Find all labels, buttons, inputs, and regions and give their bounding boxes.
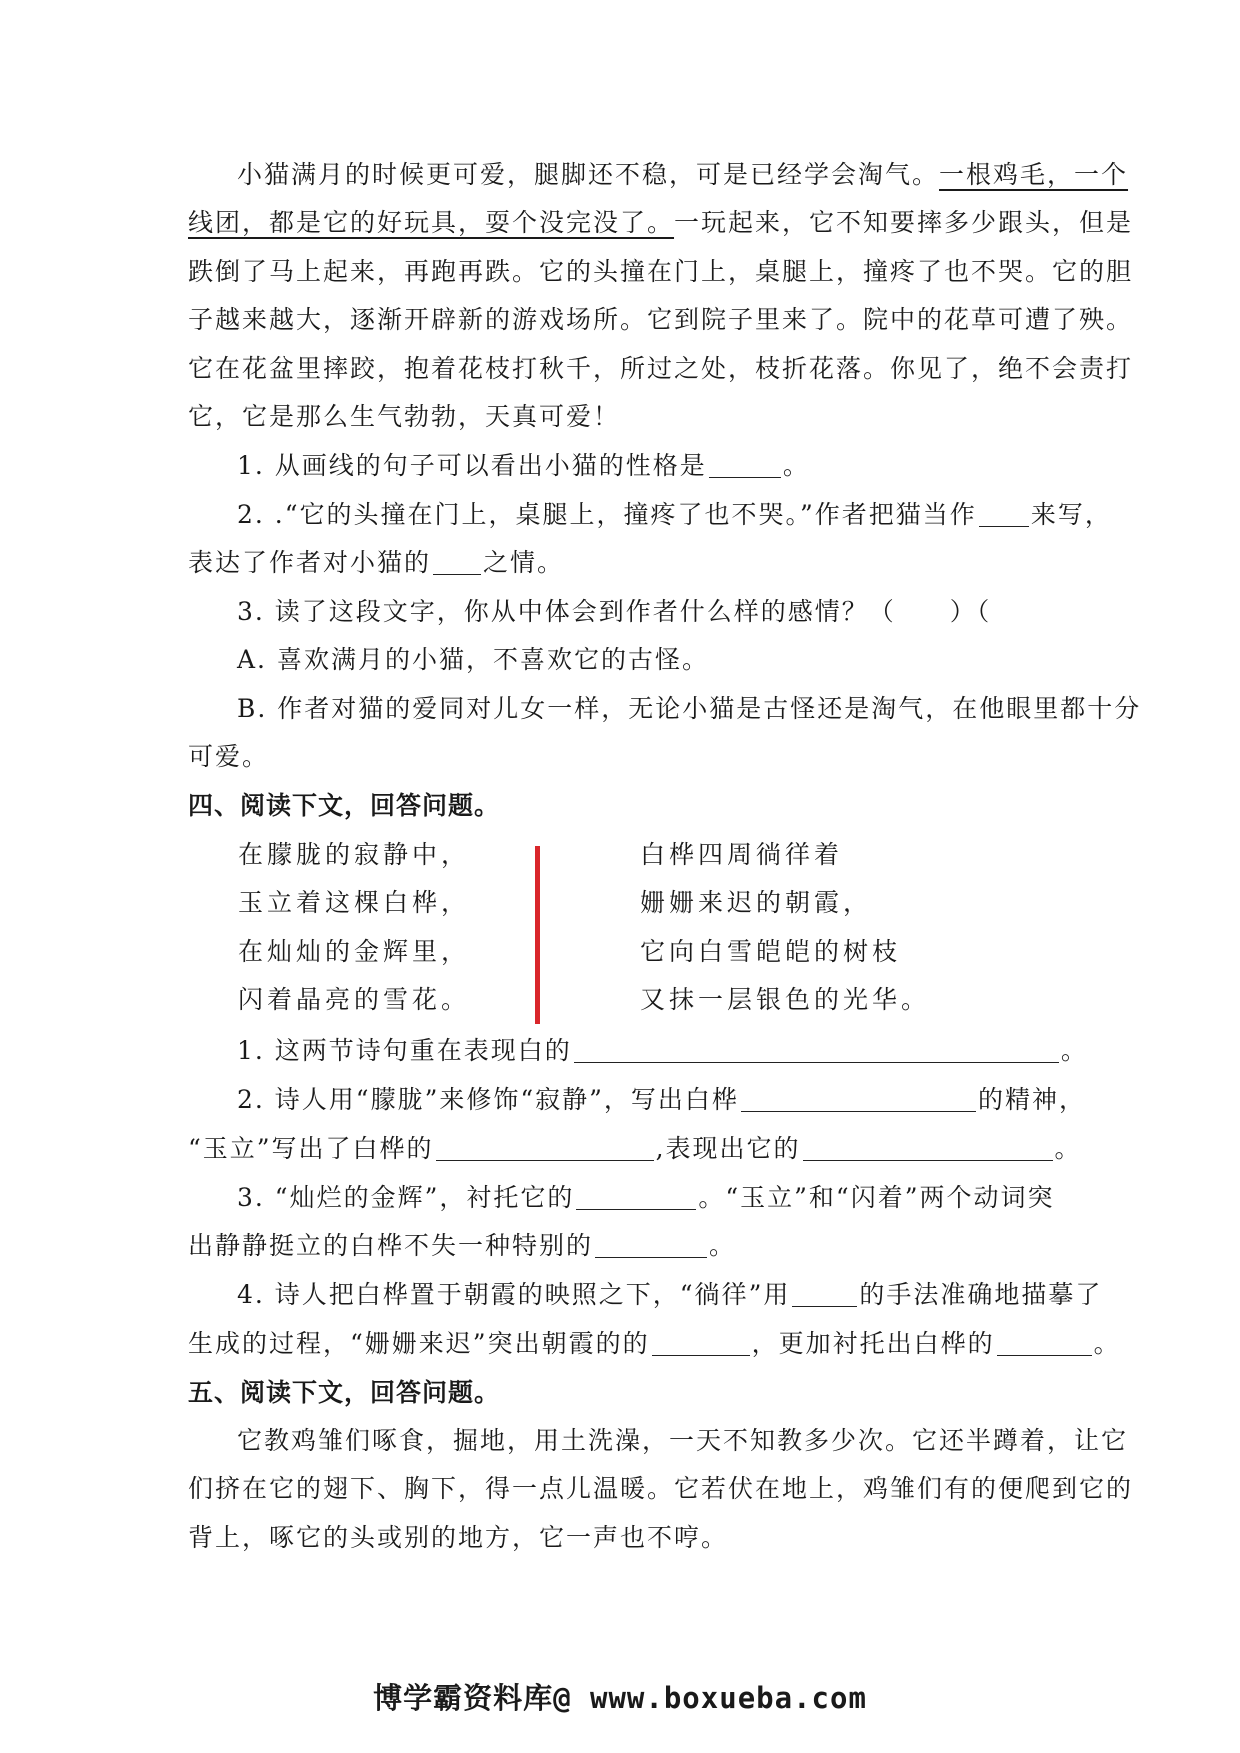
answer-blank[interactable] [741,1085,976,1112]
section5-line3: 背上，啄它的头或别的地方，它一声也不哼。 [188,1523,729,1552]
passage1-line2 [188,206,1134,240]
section4-heading: 四、阅读下文，回答问题。 [188,791,501,820]
answer-blank[interactable] [792,1280,857,1307]
question-text: 。 [782,451,810,480]
question-text: ,表现出它的 [655,1134,801,1163]
answer-blank[interactable] [436,1134,654,1161]
section4-question-2-cont [188,1132,1082,1166]
passage1-line5: 它在花盆里摔跤，抱着花枝打秋千，所过之处，枝折花落。你见了，绝不会责打 [188,354,1134,383]
underlined-sentence: 一根鸡毛，一个 [939,160,1129,189]
question-text: 1. 从画线的句子可以看出小猫的性格是 [237,451,707,480]
section4-question-4 [237,1278,1103,1312]
question-2 [237,498,1112,532]
passage1-text: 一玩起来，它不知要摔多少跟头，但是 [674,208,1134,237]
question-text: 的精神， [977,1085,1086,1114]
question-text: 。“玉立”和“闪着”两个动词突 [698,1183,1055,1212]
answer-blank[interactable] [652,1329,750,1356]
section4-question-2 [237,1083,1086,1117]
answer-blank[interactable] [595,1231,707,1258]
question-text: 。 [709,1231,737,1260]
section4-question-3-cont [188,1229,1054,1263]
section5-line2: 们挤在它的翅下、胸下，得一点儿温暖。它若伏在地上，鸡雏们有的便爬到它的 [188,1474,1134,1503]
poem-left-line-1: 在朦胧的寂静中， [238,840,471,869]
option-b-cont: 可爱。 [188,742,270,771]
question-text: 1. 这两节诗句重在表现白的 [237,1036,572,1065]
question-text: 。 [1054,1134,1082,1163]
question-2-cont [188,546,1054,580]
answer-blank[interactable] [997,1329,1092,1356]
poem-divider [535,846,540,1024]
answer-blank[interactable] [979,500,1029,527]
question-text: 。 [1093,1329,1121,1358]
answer-blank[interactable] [709,451,781,478]
section5-line1: 它教鸡雏们啄食，掘地，用土洗澡，一天不知教多少次。它还半蹲着，让它 [237,1426,1129,1455]
question-text: 2. 诗人用“朦胧”来修饰“寂静”，写出白桦 [237,1085,739,1114]
passage1-text: 小猫满月的时候更可爱，腿脚还不稳，可是已经学会淘气。 [237,160,940,189]
question-text: 出静静挺立的白桦不失一种特别的 [188,1231,594,1260]
question-text: 生成的过程，“姗姗来迟”突出朝霞的的 [188,1329,650,1358]
section5-heading: 五、阅读下文，回答问题。 [188,1378,501,1407]
answer-blank[interactable] [433,548,481,575]
poem-left-line-2: 玉立着这棵白桦， [238,888,471,917]
answer-blank[interactable] [574,1036,1059,1063]
question-3: 3. 读了这段文字，你从中体会到作者什么样的感情？（ ）（ [237,597,992,626]
answer-blank[interactable] [576,1183,696,1210]
section4-question-1 [237,1034,1088,1068]
passage1-line1 [237,158,1129,192]
question-text: 表达了作者对小猫的 [188,548,432,577]
question-text: 来写， [1030,500,1112,529]
footer-watermark: 博学霸资料库@ www.boxueba.com [373,1681,867,1715]
poem-left-line-4: 闪着晶亮的雪花。 [238,985,471,1014]
question-text: 的手法准确地描摹了 [859,1280,1103,1309]
question-text: 2. .“它的头撞在门上，桌腿上，撞疼了也不哭。”作者把猫当作 [237,500,977,529]
poem-right-line-4: 又抹一层银色的光华。 [640,985,931,1014]
poem-right-line-3: 它向白雪皑皑的树枝 [640,937,902,966]
option-b: B. 作者对猫的爱同对儿女一样，无论小猫是古怪还是淘气，在他眼里都十分 [237,694,1142,723]
question-text: 。 [1060,1036,1088,1065]
question-text: “玉立”写出了白桦的 [188,1134,434,1163]
question-text: 之情。 [483,548,565,577]
passage1-line4: 子越来越大，逐渐开辟新的游戏场所。它到院子里来了。院中的花草可遭了殃。 [188,305,1134,334]
question-1 [237,449,1054,483]
question-text: 4. 诗人把白桦置于朝霞的映照之下，“徜徉”用 [237,1280,791,1309]
poem-right-line-1: 白桦四周徜徉着 [640,840,844,869]
question-text: 3. “灿烂的金辉”，衬托它的 [237,1183,575,1212]
question-text: ，更加衬托出白桦的 [751,1329,995,1358]
option-a: A. 喜欢满月的小猫，不喜欢它的古怪。 [237,645,709,674]
poem-right-line-2: 姗姗来迟的朝霞， [640,888,873,917]
underlined-sentence: 线团，都是它的好玩具，耍个没完没了。 [188,208,675,237]
passage1-line3: 跌倒了马上起来，再跑再跌。它的头撞在门上，桌腿上，撞疼了也不哭。它的胆 [188,257,1134,286]
section4-question-4-cont [188,1327,1121,1361]
poem-left-line-3: 在灿灿的金辉里， [238,937,471,966]
passage1-line6: 它，它是那么生气勃勃，天真可爱！ [188,402,621,431]
answer-blank[interactable] [803,1134,1053,1161]
section4-question-3 [237,1181,1054,1215]
